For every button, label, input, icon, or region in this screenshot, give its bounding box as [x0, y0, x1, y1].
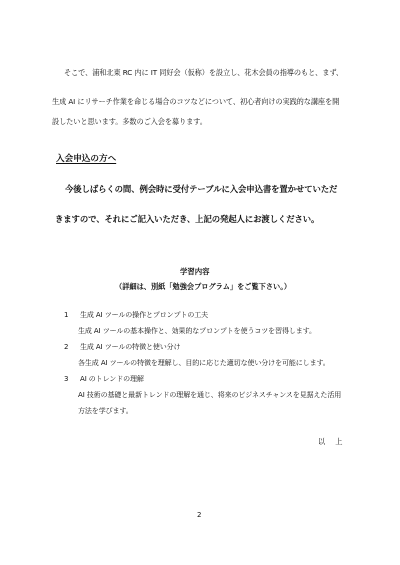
page-number: 2	[197, 511, 202, 519]
study-item-1-number: 1	[64, 311, 69, 319]
intro-line-2: 生成 AI にリサーチ作業を命じる場合のコツなどについて、初心者向けの実践的な講座を開	[52, 97, 340, 106]
study-item-2-number: 2	[64, 343, 69, 351]
study-item-2-desc: 各生成 AI ツールの特徴を理解し、目的に応じた適切な使い分けを可能にします。	[78, 359, 330, 367]
study-item-3-number: 3	[64, 375, 69, 383]
study-subtitle: （詳細は、別紙「勉強会プログラム」をご覧下さい。）	[115, 282, 292, 291]
study-item-2-title: 生成 AI ツールの特徴と使い分け	[80, 343, 181, 351]
study-title: 学習内容	[180, 267, 210, 276]
study-item-3-desc-line-2: 方法を学びます。	[78, 407, 133, 415]
application-line-1: 今後しばらくの間、例会時に受付テーブルに入会申込書を置かせていただ	[65, 184, 338, 194]
study-item-3-title: AI のトレンドの理解	[80, 375, 144, 383]
study-item-1-title: 生成 AI ツールの操作とプロンプトの工夫	[80, 311, 209, 319]
application-line-2: きますので、それにご記入いただき、上記の発起人にお渡しください。	[55, 214, 320, 224]
intro-line-3: 設したいと思います。多数のご入会を募ります。	[52, 117, 207, 126]
intro-line-1: そこで、浦和北東 RC 内に IT 同好会（仮称）を設立し、花木会員の指導のもと、まず、	[64, 68, 343, 77]
study-item-3-desc-line-1: AI 技術の基礎と最新トレンドの理解を通じ、将来のビジネスチャンスを見据えた活用	[78, 391, 342, 399]
closing-mark: 以上	[318, 437, 353, 446]
application-heading: 入会申込の方へ	[56, 154, 117, 164]
study-item-1-desc: 生成 AI ツールの基本操作と、効果的なプロンプトを使うコツを習得します。	[78, 327, 316, 335]
